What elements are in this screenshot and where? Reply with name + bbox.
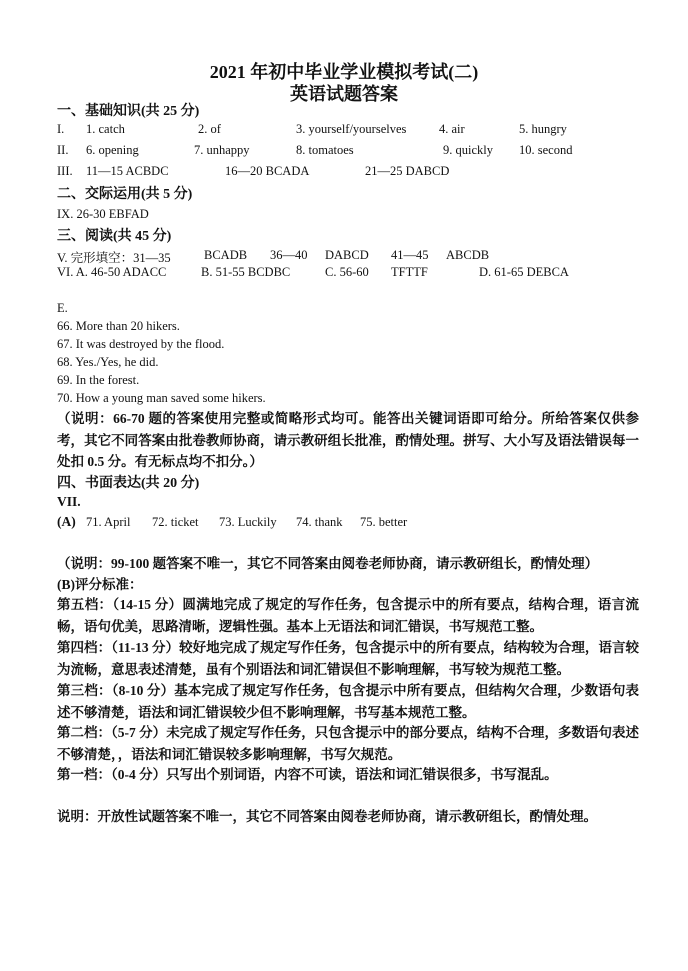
part-e-label: E. [57,301,68,315]
row-label: I. [57,122,65,136]
page-title: 2021 年初中毕业学业模拟考试(二) [209,62,479,82]
answer-item: DABCD [325,248,369,262]
answer-item: 8. tomatoes [296,143,354,157]
answer-item: 4. air [439,122,465,136]
answer-item: 7. unhappy [194,143,250,157]
grade-level-4: 第四档：（11-13 分）较好地完成了规定写作任务，包含提示中的所有要点，结构较为合理，语言较为流畅，意思表述清楚，虽有个别语法和词汇错误但不影响理解，书写较为规范工整。 [57,640,639,677]
grading-criteria-label: (B)评分标准： [57,577,143,592]
answer-item: D. 61-65 DEBCA [479,265,569,279]
short-answer: 68. Yes./Yes, he did. [57,355,159,369]
answer-item: 10. second [519,143,573,157]
short-answer: 67. It was destroyed by the flood. [57,337,225,351]
section-heading-reading: 三、阅读(共 45 分) [57,229,172,244]
answer-item: TFTTF [391,265,428,279]
answer-item: 75. better [360,515,408,529]
answer-item: 16—20 BCADA [225,164,310,178]
row-label: (A) [57,514,76,529]
section-heading-basic-knowledge: 一、基础知识(共 25 分) [57,104,200,119]
section-heading-communication: 二、交际运用(共 5 分) [57,187,193,202]
answer-item: 9. quickly [443,143,493,157]
row-label: III. [57,164,73,178]
answer-item: C. 56-60 [325,265,369,279]
answer-item: 36—40 [270,248,308,262]
part-vii-label: VII. [57,494,81,509]
answer-item: 3. yourself/yourselves [296,122,407,136]
answer-item: VI. A. 46-50 ADACC [57,265,167,279]
answer-item: ABCDB [446,248,490,262]
answer-item: B. 51-55 BCDBC [201,265,291,279]
section-heading-writing: 四、书面表达(共 20 分) [57,476,200,491]
short-answer: 70. How a young man saved some hikers. [57,391,266,405]
answer-item: 71. April [86,515,131,529]
answer-item: 72. ticket [152,515,199,529]
grade-level-5: 第五档：（14-15 分）圆满地完成了规定的写作任务，包含提示中的所有要点，结构合理，语言流畅，语句优美，思路清晰，逻辑性强。基本上无语法和词汇错误，书写规范工整。 [57,597,639,634]
grade-level-3: 第三档：（8-10 分）基本完成了规定写作任务，包含提示中所有要点，但结构欠合理，少数语句表述不够清楚，语法和词汇错误较少但不影响理解，书写基本规范工整。 [57,683,639,720]
answer-item: 73. Luckily [219,515,277,529]
answer-item: 21—25 DABCD [365,164,450,178]
scoring-note-writing: （说明：99-100 题答案不唯一，其它不同答案由阅卷老师协商，请示教研组长，酌情处理） [57,556,599,571]
short-answer: 66. More than 20 hikers. [57,319,180,333]
answer-item: 74. thank [296,515,343,529]
grade-level-2: 第二档：（5-7 分）未完成了规定写作任务，只包含提示中的部分要点，结构不合理，多数语句表述不够清楚，，语法和词汇错误较多影响理解，书写欠规范。 [57,725,639,762]
answer-item: 41—45 [391,248,429,262]
answer-item: 5. hungry [519,122,567,136]
scoring-note-reading: （说明：66-70 题的答案使用完整或简略形式均可。能答出关键词语即可给分。所给答案仅供参考，其它不同答案由批卷教师协商，请示教研组长批准，酌情处理。拼写、大小写及语法错误每一处扣 0.5 分。有无标点均不扣分。） [57,411,639,469]
row-label: II. [57,143,69,157]
grade-level-1: 第一档：（0-4 分）只写出个别词语，内容不可读，语法和词汇错误很多，书写混乱。 [57,767,558,782]
row-label: V. 完形填空：31—35 [57,251,171,265]
page-subtitle: 英语试题答案 [290,84,398,104]
answer-item: 6. opening [86,143,139,157]
final-note: 说明：开放性试题答案不唯一，其它不同答案由阅卷老师协商，请示教研组长，酌情处理。 [57,809,597,824]
short-answer: 69. In the forest. [57,373,140,387]
answer-item: 2. of [198,122,221,136]
answer-item: 1. catch [86,122,125,136]
answer-row-ix: IX. 26-30 EBFAD [57,207,149,221]
answer-item: BCADB [204,248,248,262]
answer-item: 11—15 ACBDC [86,164,169,178]
